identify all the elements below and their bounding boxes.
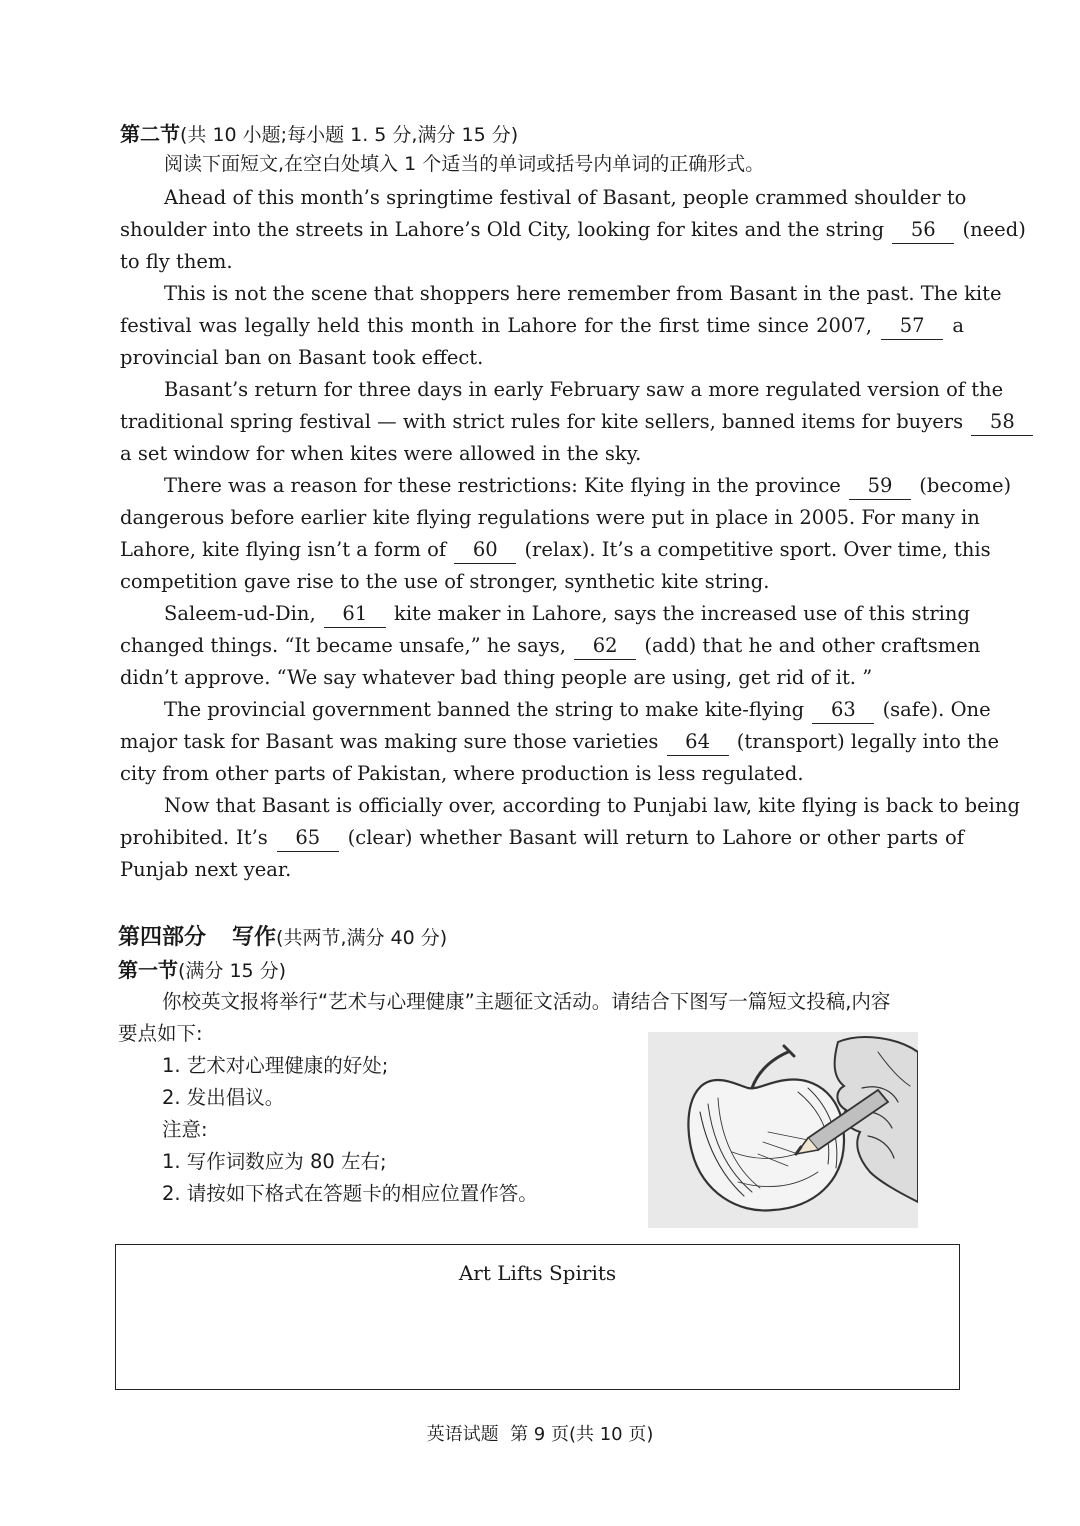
section1-heading: [118, 954, 286, 987]
p7-line1: Now that Basant is officially over, according to Punjabi law, kite flying is back to being: [164, 794, 1020, 817]
p5-line2: [120, 630, 981, 662]
blank-64[interactable]: 64: [667, 729, 729, 756]
blank-56[interactable]: 56: [892, 217, 954, 244]
section1-title: 第一节: [118, 958, 178, 982]
section2-subtitle: (共 10 小题;每小题 1. 5 分,满分 15 分): [180, 124, 519, 146]
task-line2: 要点如下:: [118, 1022, 203, 1045]
p2-line2-tail: a: [952, 314, 964, 337]
p2-line3: provincial ban on Basant took effect.: [120, 346, 484, 369]
task-point-2: 2. 发出倡议。: [162, 1086, 285, 1109]
p2-line2: [120, 310, 964, 342]
p6-line1: [120, 694, 991, 726]
p5-line1-text: Saleem-ud-Din,: [164, 602, 316, 625]
p4-line3-text: Lahore, kite flying isn’t a form of: [120, 538, 447, 561]
answer-box[interactable]: [115, 1244, 960, 1390]
p7-line2: [120, 822, 964, 854]
p1-line2: [120, 214, 1026, 246]
apple-sketch-svg: [648, 1032, 918, 1228]
blank-62[interactable]: 62: [574, 633, 636, 660]
p5-line1: [120, 598, 970, 630]
p3-line1: Basant’s return for three days in early February saw a more regulated version of the: [164, 378, 1004, 401]
section2-instruction: 阅读下面短文,在空白处填入 1 个适当的单词或括号内单词的正确形式。: [164, 153, 765, 175]
section1-subtitle: (满分 15 分): [178, 960, 287, 982]
p5-line2-tail: (add) that he and other craftsmen: [644, 634, 981, 657]
blank-65[interactable]: 65: [277, 825, 339, 852]
p2-line1: This is not the scene that shoppers here remember from Basant in the past. The kite: [164, 282, 1002, 305]
p6-line2-text: major task for Basant was making sure those varieties: [120, 730, 659, 753]
blank-59[interactable]: 59: [849, 473, 911, 500]
p4-line3-tail: (relax). It’s a competitive sport. Over time, this: [524, 538, 991, 561]
part4-heading: [118, 920, 447, 951]
p3-line2-text: traditional spring festival — with strict rules for kite sellers, banned items for buyers: [120, 410, 964, 433]
blank-63[interactable]: 63: [812, 697, 874, 724]
blank-61[interactable]: 61: [324, 601, 386, 628]
p7-line3: Punjab next year.: [120, 858, 292, 881]
p6-line1-tail: (safe). One: [882, 698, 991, 721]
p6-line3: city from other parts of Pakistan, where production is less regulated.: [120, 762, 804, 785]
blank-57[interactable]: 57: [881, 313, 943, 340]
p1-line2-hint: (need): [962, 218, 1026, 241]
part4-title: 第四部分: [118, 925, 207, 950]
p4-line2: dangerous before earlier kite flying regulations were put in place in 2005. For many in: [120, 506, 980, 529]
p4-line3: [120, 534, 991, 566]
note-1: 1. 写作词数应为 80 左右;: [162, 1150, 387, 1173]
p6-line2: [120, 726, 1000, 758]
p6-line2-tail: (transport) legally into the: [736, 730, 1000, 753]
p7-line2-text: prohibited. It’s: [120, 826, 268, 849]
page-footer: 英语试题 第 9 页(共 10 页): [426, 1424, 654, 1445]
p5-line1-tail: kite maker in Lahore, says the increased use of this string: [394, 602, 970, 625]
p6-line1-text: The provincial government banned the string to make kite-flying: [164, 698, 805, 721]
p5-line2-text: changed things. “It became unsafe,” he says,: [120, 634, 566, 657]
section2-heading: [120, 118, 518, 147]
section2-title: 第二节: [120, 122, 180, 146]
part4-subtitle: (共两节,满分 40 分): [276, 927, 448, 949]
p4-line1: [120, 470, 1012, 502]
part4-writing: 写作: [232, 925, 277, 950]
p4-line1-text: There was a reason for these restrictions: Kite flying in the province: [164, 474, 841, 497]
answer-box-title: Art Lifts Spirits: [458, 1261, 617, 1285]
p1-line1: Ahead of this month’s springtime festival of Basant, people crammed shoulder to: [164, 186, 967, 209]
p1-line2-text: shoulder into the streets in Lahore’s Old City, looking for kites and the string: [120, 218, 885, 241]
p5-line3: didn’t approve. “We say whatever bad thing people are using, get rid of it. ”: [120, 666, 873, 689]
p4-line4: competition gave rise to the use of stronger, synthetic kite string.: [120, 570, 770, 593]
p7-line2-tail: (clear) whether Basant will return to Lahore or other parts of: [347, 826, 965, 849]
blank-58[interactable]: 58: [971, 409, 1033, 436]
p3-line2: [120, 406, 1015, 438]
p2-line2-text: festival was legally held this month in Lahore for the first time since 2007,: [120, 314, 872, 337]
p3-line3: a set window for when kites were allowed in the sky.: [120, 442, 642, 465]
task-line1: 你校英文报将举行“艺术与心理健康”主题征文活动。请结合下图写一篇短文投稿,内容: [162, 990, 891, 1013]
task-point-1: 1. 艺术对心理健康的好处;: [162, 1054, 389, 1077]
note-2: 2. 请按如下格式在答题卡的相应位置作答。: [162, 1182, 538, 1205]
p1-line3: to fly them.: [120, 250, 233, 273]
p4-line1-hint: (become): [919, 474, 1012, 497]
apple-sketch-illustration: [648, 1032, 918, 1228]
blank-60[interactable]: 60: [454, 537, 516, 564]
note-label: 注意:: [162, 1118, 208, 1141]
